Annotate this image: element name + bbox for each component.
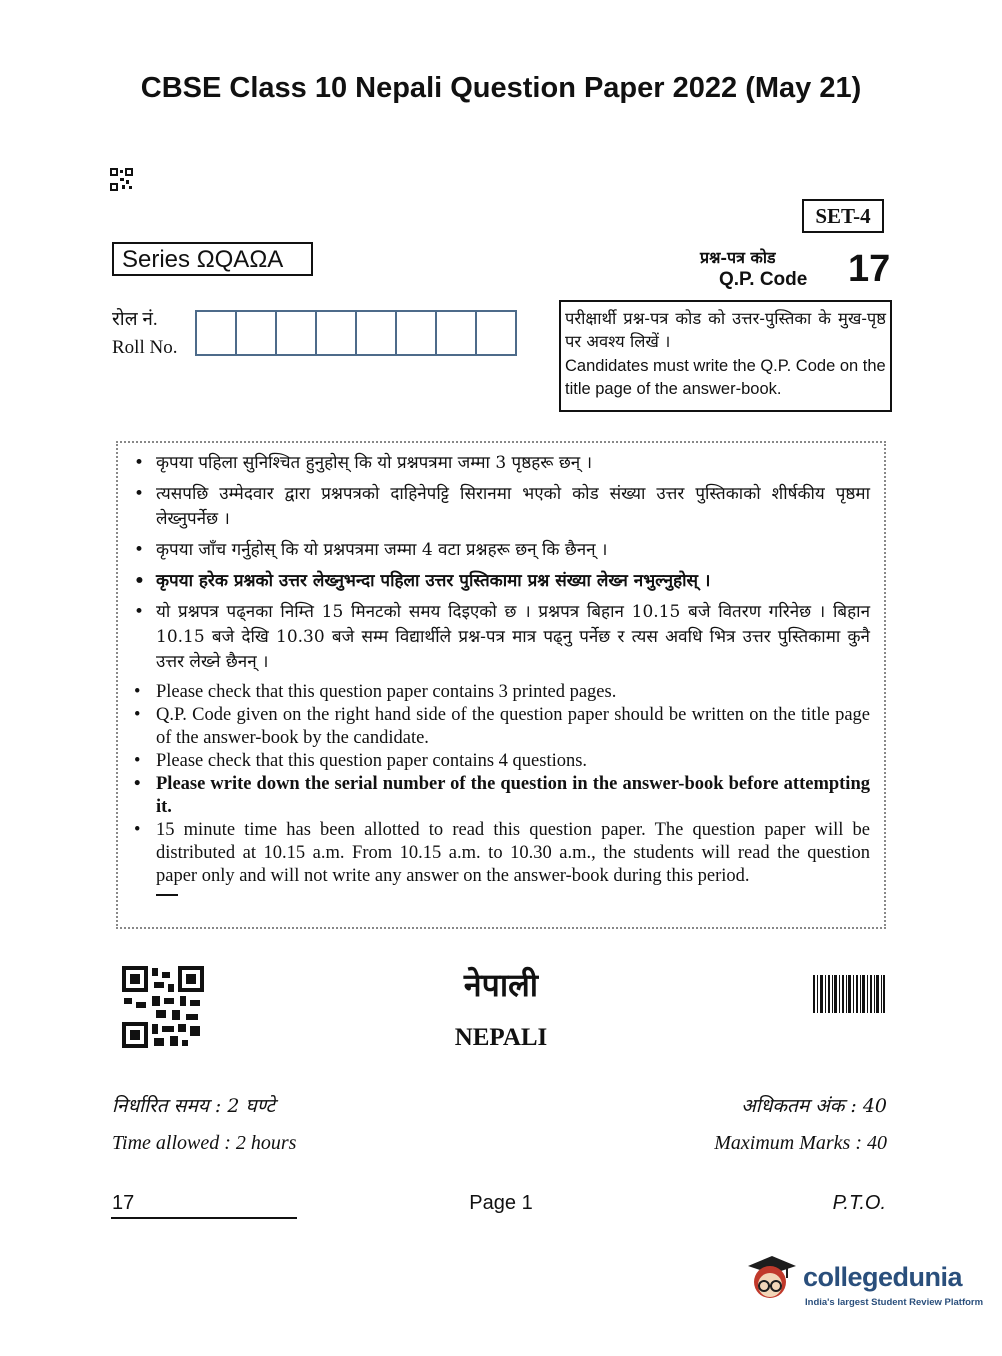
time-allowed-hindi: निर्धारित समय : 2 घण्टे bbox=[112, 1095, 276, 1117]
collegedunia-mascot-icon bbox=[742, 1252, 798, 1304]
note-english: Candidates must write the Q.P. Code on the title page of the answer-book. bbox=[565, 357, 886, 398]
roll-cell[interactable] bbox=[397, 312, 437, 354]
qp-code-label-hindi: प्रश्न-पत्र कोड bbox=[700, 248, 776, 267]
brand-logo-text[interactable]: collegedunia bbox=[803, 1262, 963, 1292]
max-marks: Maximum Marks : 40 bbox=[714, 1132, 887, 1154]
footer-divider bbox=[111, 1217, 297, 1219]
qp-code-note bbox=[559, 300, 892, 412]
roll-label-english: Roll No. bbox=[112, 337, 178, 358]
qp-code-label: Q.P. Code bbox=[719, 269, 808, 290]
roll-cell[interactable] bbox=[237, 312, 277, 354]
instruction-english: • 15 minute time has been allotted to read this question paper. The question paper will be distributed at 10.15 a.m. From 10.15 a.m. to 10.30 a.m., the students will read the question paper only and will not write any answer on the answer-book during this period. bbox=[132, 819, 870, 888]
footer-code: 17 bbox=[112, 1192, 135, 1214]
instruction-hindi: • यो प्रश्नपत्र पढ्नका निम्ति 15 मिनटको समय दिइएको छ । प्रश्नपत्र बिहान 10.15 बजे वितरण गरिनेछ । बिहान 10.15 बजे देखि 10.30 बजे सम्म विद्यार्थीले प्रश्न-पत्र मात्र पढ्नु पर्नेछ र त्यस अवधि भित्र उत्तर पुस्तिकामा कुनै उत्तर लेख्ने छैनन् । bbox=[132, 600, 870, 675]
roll-cell[interactable] bbox=[277, 312, 317, 354]
series-label: Series ΩQAΩA bbox=[112, 242, 313, 276]
instruction-english: • Please write down the serial number of the question in the answer-book before attempting it. bbox=[132, 773, 870, 819]
brand-tagline: India's largest Student Review Platform bbox=[805, 1297, 984, 1308]
roll-cell[interactable] bbox=[317, 312, 357, 354]
instruction-hindi: • कृपया हरेक प्रश्नको उत्तर लेख्नुभन्दा पहिला उत्तर पुस्तिकामा प्रश्न संख्या लेख्न नभुल्नुहोस् । bbox=[132, 569, 870, 594]
pto-label: P.T.O. bbox=[832, 1192, 886, 1214]
instruction-english: • Please check that this question paper contains 3 printed pages. bbox=[132, 681, 870, 704]
small-qr-code-icon bbox=[110, 168, 133, 191]
instruction-english: • Q.P. Code given on the right hand side of the question paper should be written on the title page of the answer-book by the candidate. bbox=[132, 704, 870, 750]
instruction-hindi: • कृपया जाँच गर्नुहोस् कि यो प्रश्नपत्रमा जम्मा 4 वटा प्रश्नहरू छन् कि छैनन् । bbox=[132, 538, 870, 563]
subject-title-hindi: नेपाली bbox=[463, 966, 539, 1004]
divider bbox=[156, 894, 178, 896]
roll-number-label bbox=[112, 306, 177, 362]
roll-cell[interactable] bbox=[477, 312, 515, 354]
page-number: Page 1 bbox=[469, 1192, 533, 1214]
roll-label-hindi: रोल नं. bbox=[112, 309, 158, 330]
roll-cell[interactable] bbox=[357, 312, 397, 354]
instruction-hindi: • कृपया पहिला सुनिश्चित हुनुहोस् कि यो प्रश्नपत्रमा जम्मा 3 पृष्ठहरू छन् । bbox=[132, 451, 870, 476]
instructions-box bbox=[116, 441, 886, 929]
barcode-icon bbox=[813, 975, 885, 1013]
time-allowed: Time allowed : 2 hours bbox=[112, 1132, 297, 1154]
subject-title: NEPALI bbox=[454, 1024, 548, 1051]
instruction-hindi: • त्यसपछि उम्मेदवार द्वारा प्रश्नपत्रको दाहिनेपट्टि सिरानमा भएको कोड संख्या उत्तर पुस्तिकाको शीर्षकीय पृष्ठमा लेख्नुपर्नेछ । bbox=[132, 482, 870, 532]
page-title: CBSE Class 10 Nepali Question Paper 2022 (May 21) bbox=[140, 72, 862, 104]
roll-cell[interactable] bbox=[437, 312, 477, 354]
note-hindi: परीक्षार्थी प्रश्न-पत्र कोड को उत्तर-पुस्तिका के मुख-पृष्ठ पर अवश्य लिखें । bbox=[565, 309, 886, 351]
max-marks-hindi: अधिकतम अंक : 40 bbox=[741, 1095, 887, 1117]
set-label: SET-4 bbox=[802, 199, 884, 233]
roll-cell[interactable] bbox=[197, 312, 237, 354]
roll-number-boxes[interactable] bbox=[195, 310, 517, 356]
qp-code-number: 17 bbox=[848, 248, 891, 290]
instruction-english: • Please check that this question paper contains 4 questions. bbox=[132, 750, 870, 773]
